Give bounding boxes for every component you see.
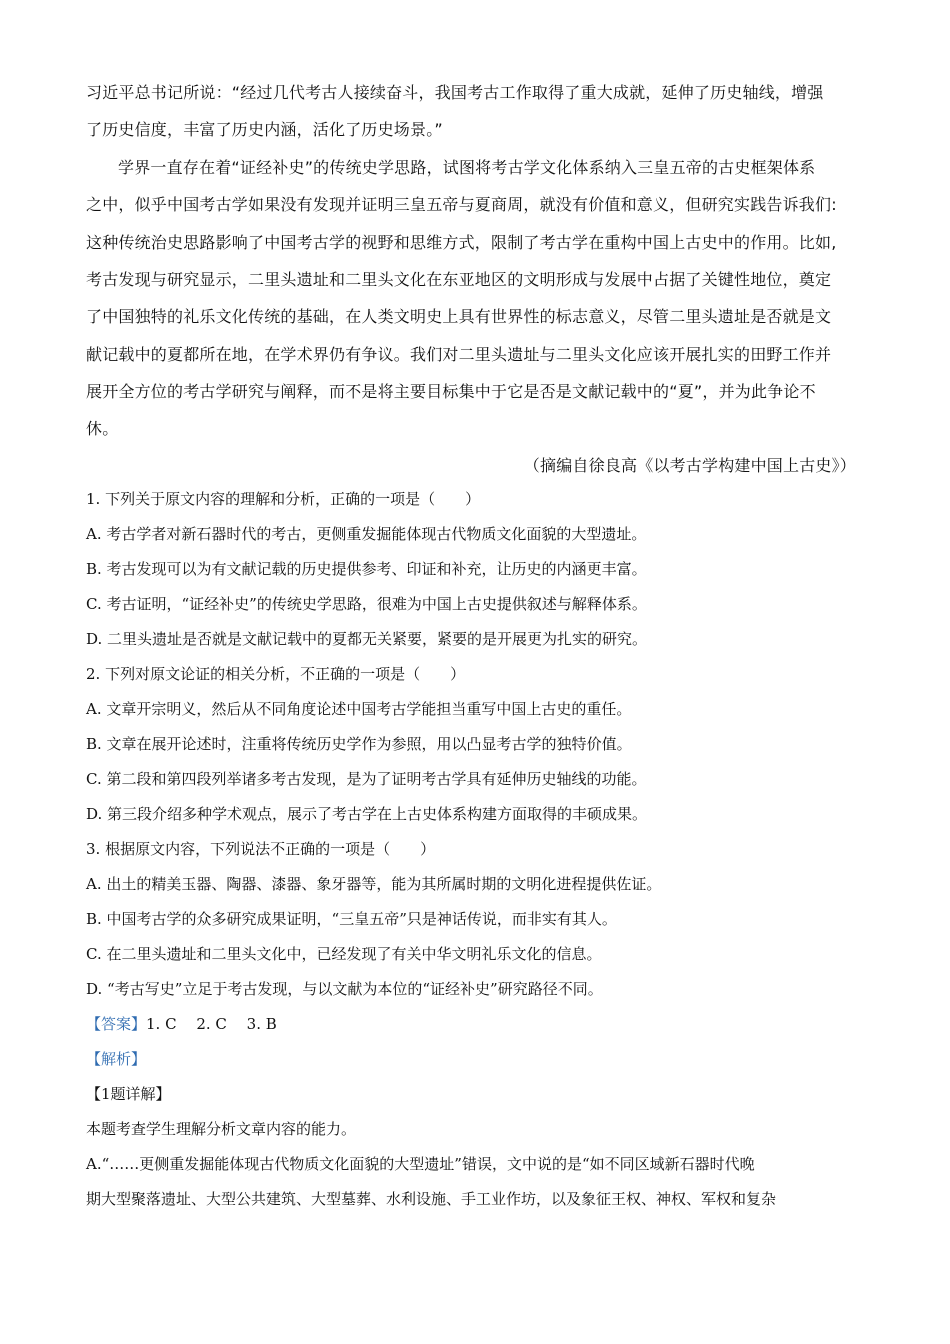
passage-line-6: 考古发现与研究显示，二里头遗址和二里头文化在东亚地区的文明形成与发展中占据了关键性地位，奠定 (86, 270, 832, 289)
question-2-option-a: A. 文章开宗明义，然后从不同角度论述中国考古学能担当重写中国上古史的重任。 (86, 700, 632, 718)
analysis-label: 【解析】 (86, 1050, 147, 1068)
question-2-option-d: D. 第三段介绍多种学术观点，展示了考古学在上古史体系构建方面取得的丰硕成果。 (86, 805, 648, 823)
analysis-detail-label: 【1题详解】 (86, 1085, 171, 1103)
passage-source: （摘编自徐良高《以考古学构建中国上古史》） (523, 456, 856, 475)
passage-line-5: 这种传统治史思路影响了中国考古学的视野和思维方式，限制了考古学在重构中国上古史中的作用。比如, (86, 233, 837, 252)
question-2-option-b: B. 文章在展开论述时，注重将传统历史学作为参照，用以凸显考古学的独特价值。 (86, 735, 632, 753)
passage-line-9: 展开全方位的考古学研究与阐释，而不是将主要目标集中于它是否是文献记载中的“夏”，并为此争论不 (86, 382, 816, 401)
passage-line-1: 习近平总书记所说：“经过几代考古人接续奋斗，我国考古工作取得了重大成就，延伸了历史轴线，增强 (86, 83, 824, 102)
passage-line-3: 学界一直存在着“证经补史”的传统史学思路，试图将考古学文化体系纳入三皇五帝的古史框架体系 (118, 158, 816, 177)
question-2-option-c: C. 第二段和第四段列举诸多考古发现，是为了证明考古学具有延伸历史轴线的功能。 (86, 770, 647, 788)
question-1-stem: 1. 下列关于原文内容的理解和分析，正确的一项是（ ） (86, 490, 481, 508)
question-3-option-d: D. “考古写史”立足于考古发现，与以文献为本位的“证经补史”研究路径不同。 (86, 980, 603, 998)
answer-text: 1. C 2. C 3. B (146, 1015, 277, 1033)
analysis-line-2: 期大型聚落遗址、大型公共建筑、大型墓葬、水利设施、手工业作坊，以及象征王权、神权、军权和复杂 (86, 1190, 777, 1208)
passage-line-2: 了历史信度，丰富了历史内涵，活化了历史场景。” (86, 120, 443, 139)
answer-line (86, 1013, 866, 1034)
question-1-option-a: A. 考古学者对新石器时代的考古，更侧重发掘能体现古代物质文化面貌的大型遗址。 (86, 525, 647, 543)
passage-line-4: 之中，似乎中国考古学如果没有发现并证明三皇五帝与夏商周，就没有价值和意义，但研究实践告诉我们: (86, 195, 837, 214)
passage-line-7: 了中国独特的礼乐文化传统的基础，在人类文明史上具有世界性的标志意义，尽管二里头遗址是否就是文 (86, 307, 832, 326)
analysis-line-1: A.“……更侧重发掘能体现古代物质文化面貌的大型遗址”错误，文中说的是“如不同区域新石器时代晚 (86, 1155, 755, 1173)
passage-line-8: 献记载中的夏都所在地，在学术界仍有争议。我们对二里头遗址与二里头文化应该开展扎实的田野工作并 (86, 345, 832, 364)
question-1-option-b: B. 考古发现可以为有文献记载的历史提供参考、印证和补充，让历史的内涵更丰富。 (86, 560, 647, 578)
passage-line-10: 休。 (86, 419, 119, 438)
question-3-option-b: B. 中国考古学的众多研究成果证明，“三皇五帝”只是神话传说，而非实有其人。 (86, 910, 617, 928)
question-1-option-c: C. 考古证明，“证经补史”的传统史学思路，很难为中国上古史提供叙述与解释体系。 (86, 595, 647, 613)
question-3-option-c: C. 在二里头遗址和二里头文化中，已经发现了有关中华文明礼乐文化的信息。 (86, 945, 602, 963)
question-3-option-a: A. 出土的精美玉器、陶器、漆器、象牙器等，能为其所属时期的文明化进程提供佐证。 (86, 875, 662, 893)
question-3-stem: 3. 根据原文内容，下列说法不正确的一项是（ ） (86, 840, 436, 858)
answer-label: 【答案】 (86, 1015, 147, 1033)
question-2-stem: 2. 下列对原文论证的相关分析，不正确的一项是（ ） (86, 665, 466, 683)
question-1-option-d: D. 二里头遗址是否就是文献记载中的夏都无关紧要，紧要的是开展更为扎实的研究。 (86, 630, 648, 648)
analysis-intro: 本题考查学生理解分析文章内容的能力。 (86, 1120, 357, 1138)
